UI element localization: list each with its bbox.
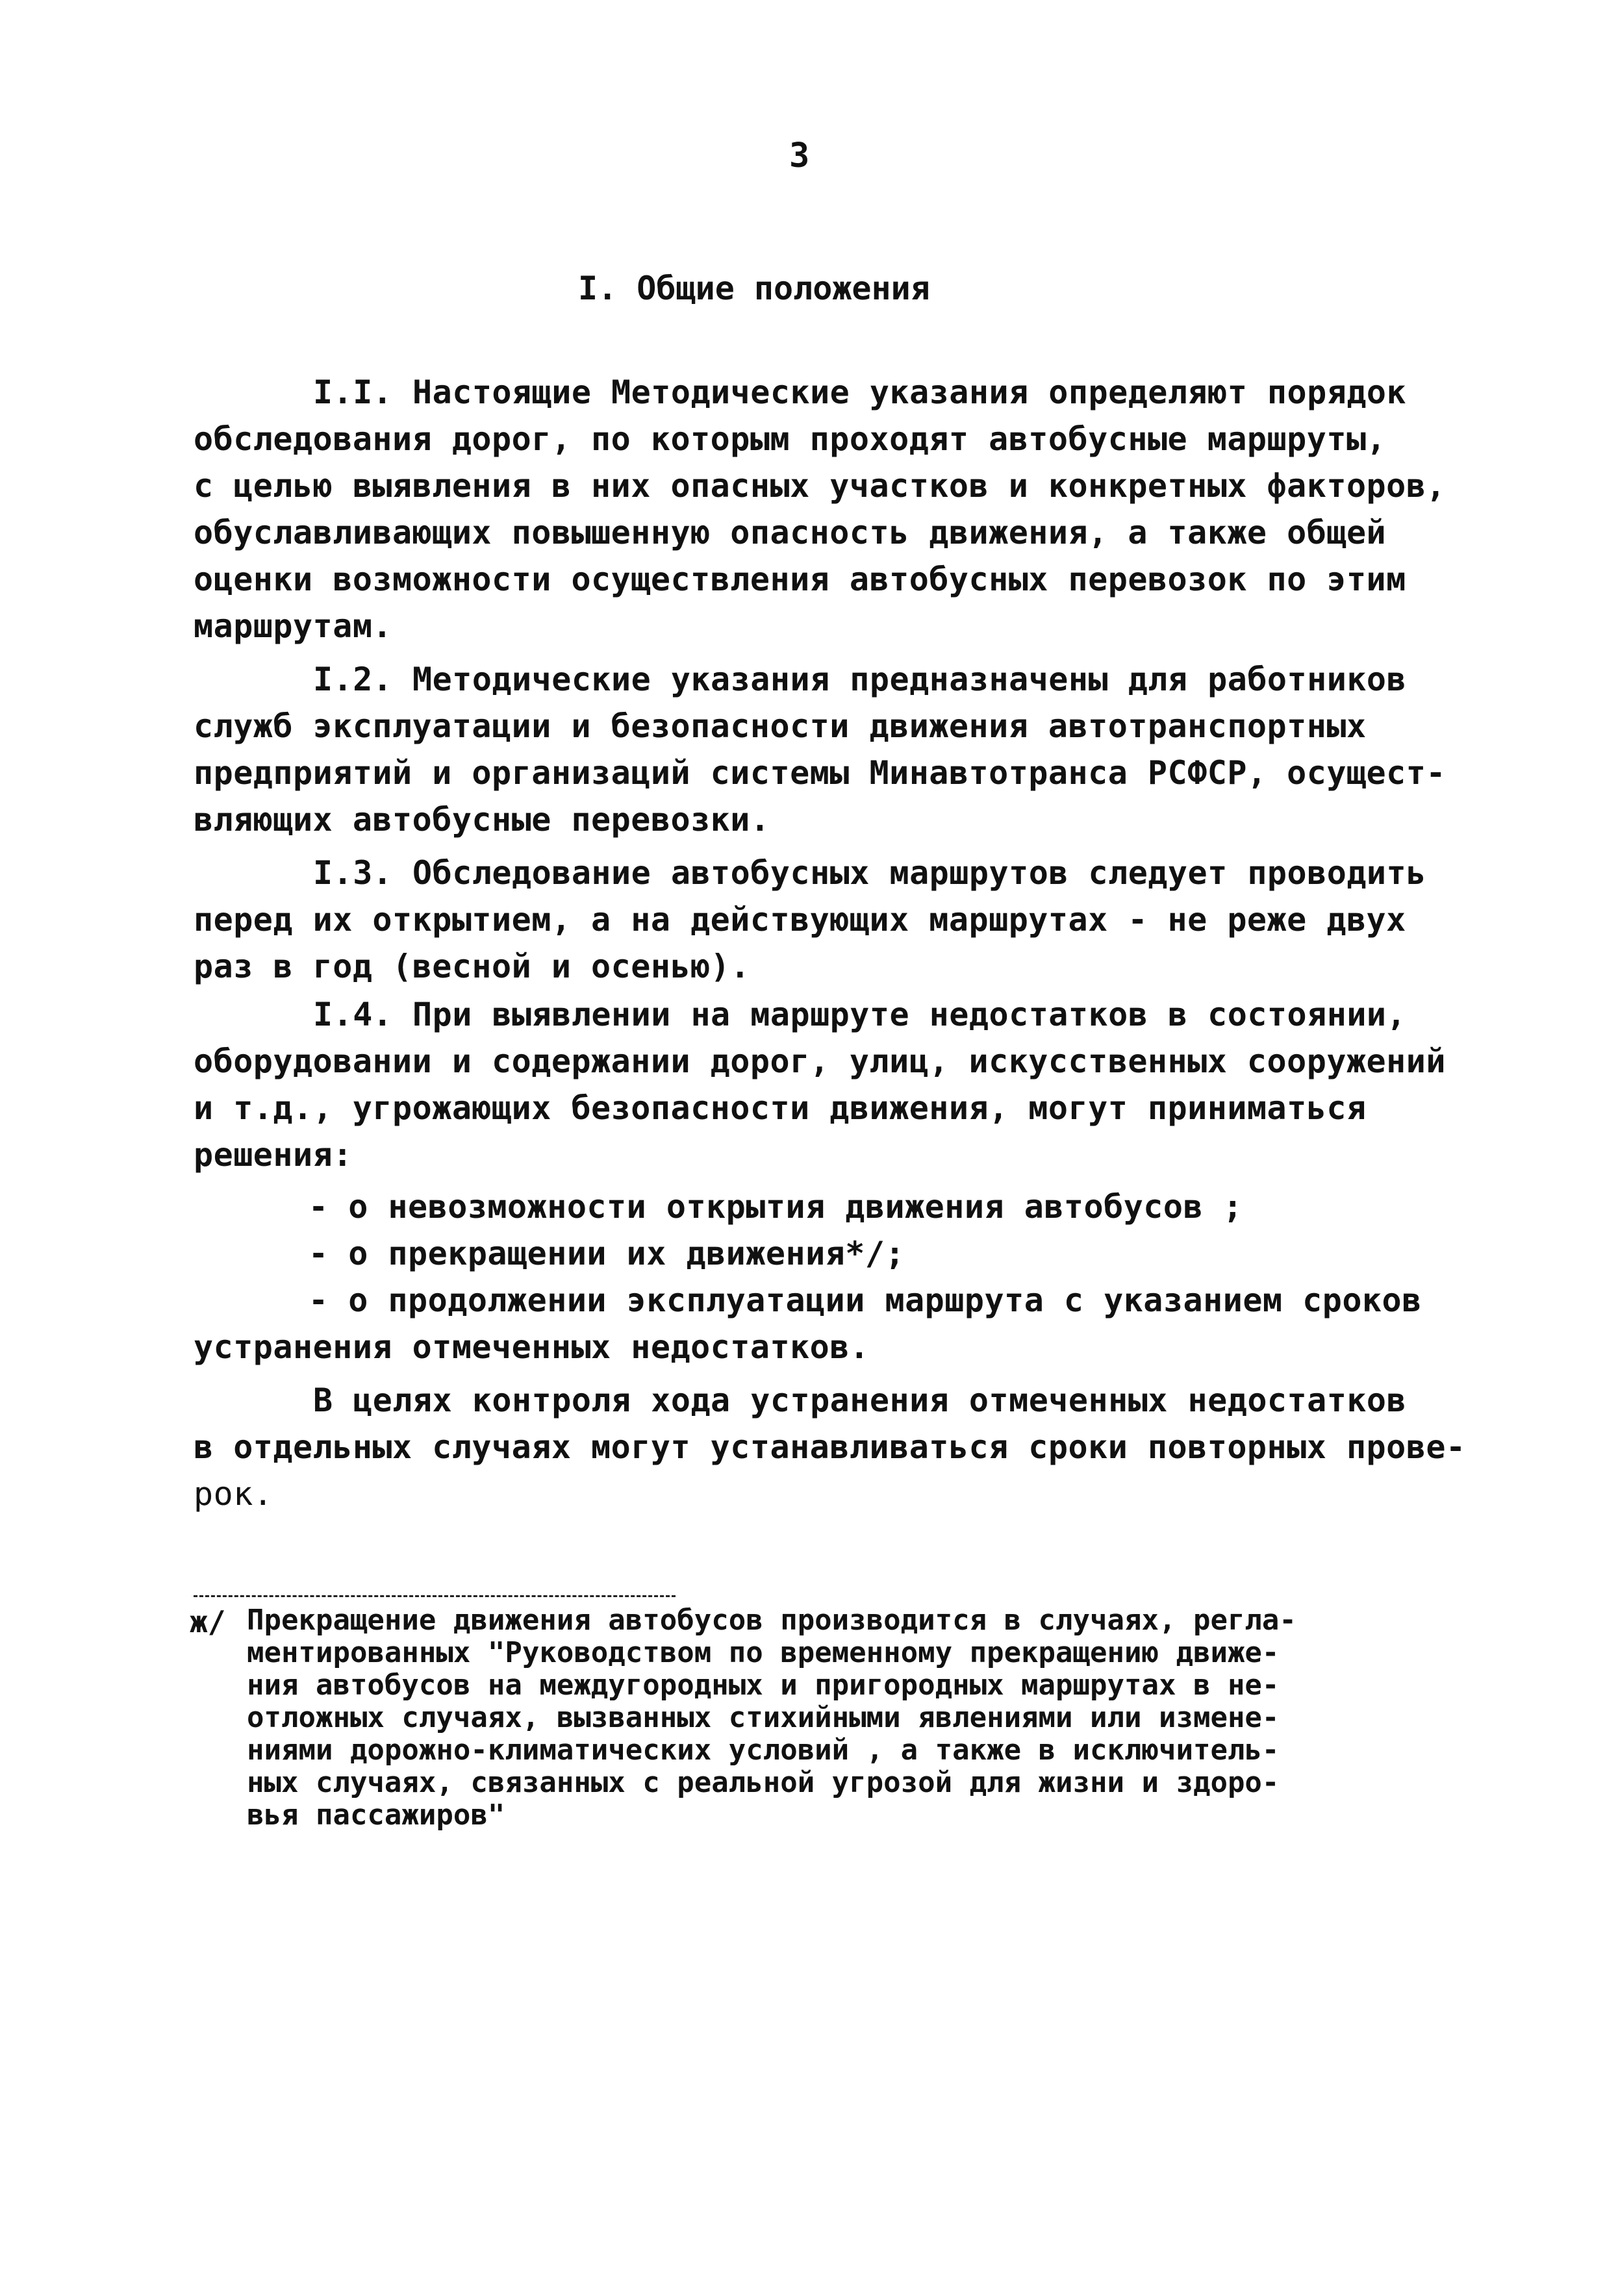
list-item: - о продолжении эксплуатации маршрута с указанием сроков bbox=[309, 1281, 1422, 1319]
footnote-line: Прекращение движения автобусов производится в случаях, регла- bbox=[247, 1604, 1296, 1637]
paragraph-line: и т.д., угрожающих безопасности движения, могут приниматься bbox=[194, 1089, 1367, 1127]
footnote-marker: ж/ bbox=[190, 1604, 226, 1639]
paragraph-line: с целью выявления в них опасных участков и конкретных факторов, bbox=[194, 467, 1446, 505]
paragraph-line: перед их открытием, а на действующих маршрутах - не реже двух bbox=[194, 901, 1406, 939]
paragraph-line: I.3. Обследование автобусных маршрутов следует проводить bbox=[313, 854, 1426, 892]
list-item: - о невозможности открытия движения автобусов ; bbox=[309, 1188, 1243, 1226]
footnote-line: отложных случаях, вызванных стихийными явлениями или измене- bbox=[247, 1701, 1280, 1734]
footnote-line: вья пассажиров" bbox=[247, 1798, 505, 1832]
paragraph-line: обследования дорог, по которым проходят автобусные маршруты, bbox=[194, 420, 1387, 458]
paragraph-line: оборудовании и содержании дорог, улиц, искусственных сооружений bbox=[194, 1042, 1446, 1080]
paragraph-line: раз в год (весной и осенью). bbox=[194, 948, 750, 985]
footnote-separator bbox=[194, 1595, 676, 1597]
section-title: I. Общие положения bbox=[578, 270, 930, 307]
paragraph-line: В целях контроля хода устранения отмеченных недостатков bbox=[313, 1381, 1407, 1419]
paragraph-line: вляющих автобусные перевозки. bbox=[194, 801, 770, 839]
paragraph-line: оценки возможности осуществления автобусных перевозок по этим bbox=[194, 561, 1406, 598]
paragraph-line: устранения отмеченных недостатков. bbox=[194, 1328, 870, 1366]
paragraph-line: маршрутам. bbox=[194, 607, 393, 645]
footnote-line: ментированных "Руководством по временному прекращению движе- bbox=[247, 1636, 1280, 1669]
paragraph-line: решения: bbox=[194, 1136, 353, 1174]
page-number: 3 bbox=[789, 136, 810, 175]
footnote-line: ных случаях, связанных с реальной угрозой для жизни и здоро- bbox=[247, 1766, 1280, 1799]
paragraph-line: обуславливающих повышенную опасность движения, а также общей bbox=[194, 514, 1387, 551]
paragraph-line: I.4. При выявлении на маршруте недостатков в состоянии, bbox=[313, 996, 1407, 1033]
footnote-line: ниями дорожно-климатических условий , а также в исключитель- bbox=[247, 1734, 1280, 1767]
paragraph-line: служб эксплуатации и безопасности движения автотранспортных bbox=[194, 707, 1367, 745]
footnote-line: ния автобусов на междугородных и пригородных маршрутах в не- bbox=[247, 1669, 1280, 1702]
paragraph-line: I.I. Настоящие Методические указания определяют порядок bbox=[313, 373, 1407, 411]
list-item: - о прекращении их движения*/; bbox=[309, 1235, 905, 1272]
paragraph-line: в отдельных случаях могут устанавливаться сроки повторных прове- bbox=[194, 1428, 1466, 1466]
paragraph-line: рок. bbox=[194, 1475, 273, 1513]
paragraph-line: предприятий и организаций системы Минавтотранса РСФСР, осущест- bbox=[194, 754, 1446, 792]
paragraph-line: I.2. Методические указания предназначены для работников bbox=[313, 661, 1407, 698]
